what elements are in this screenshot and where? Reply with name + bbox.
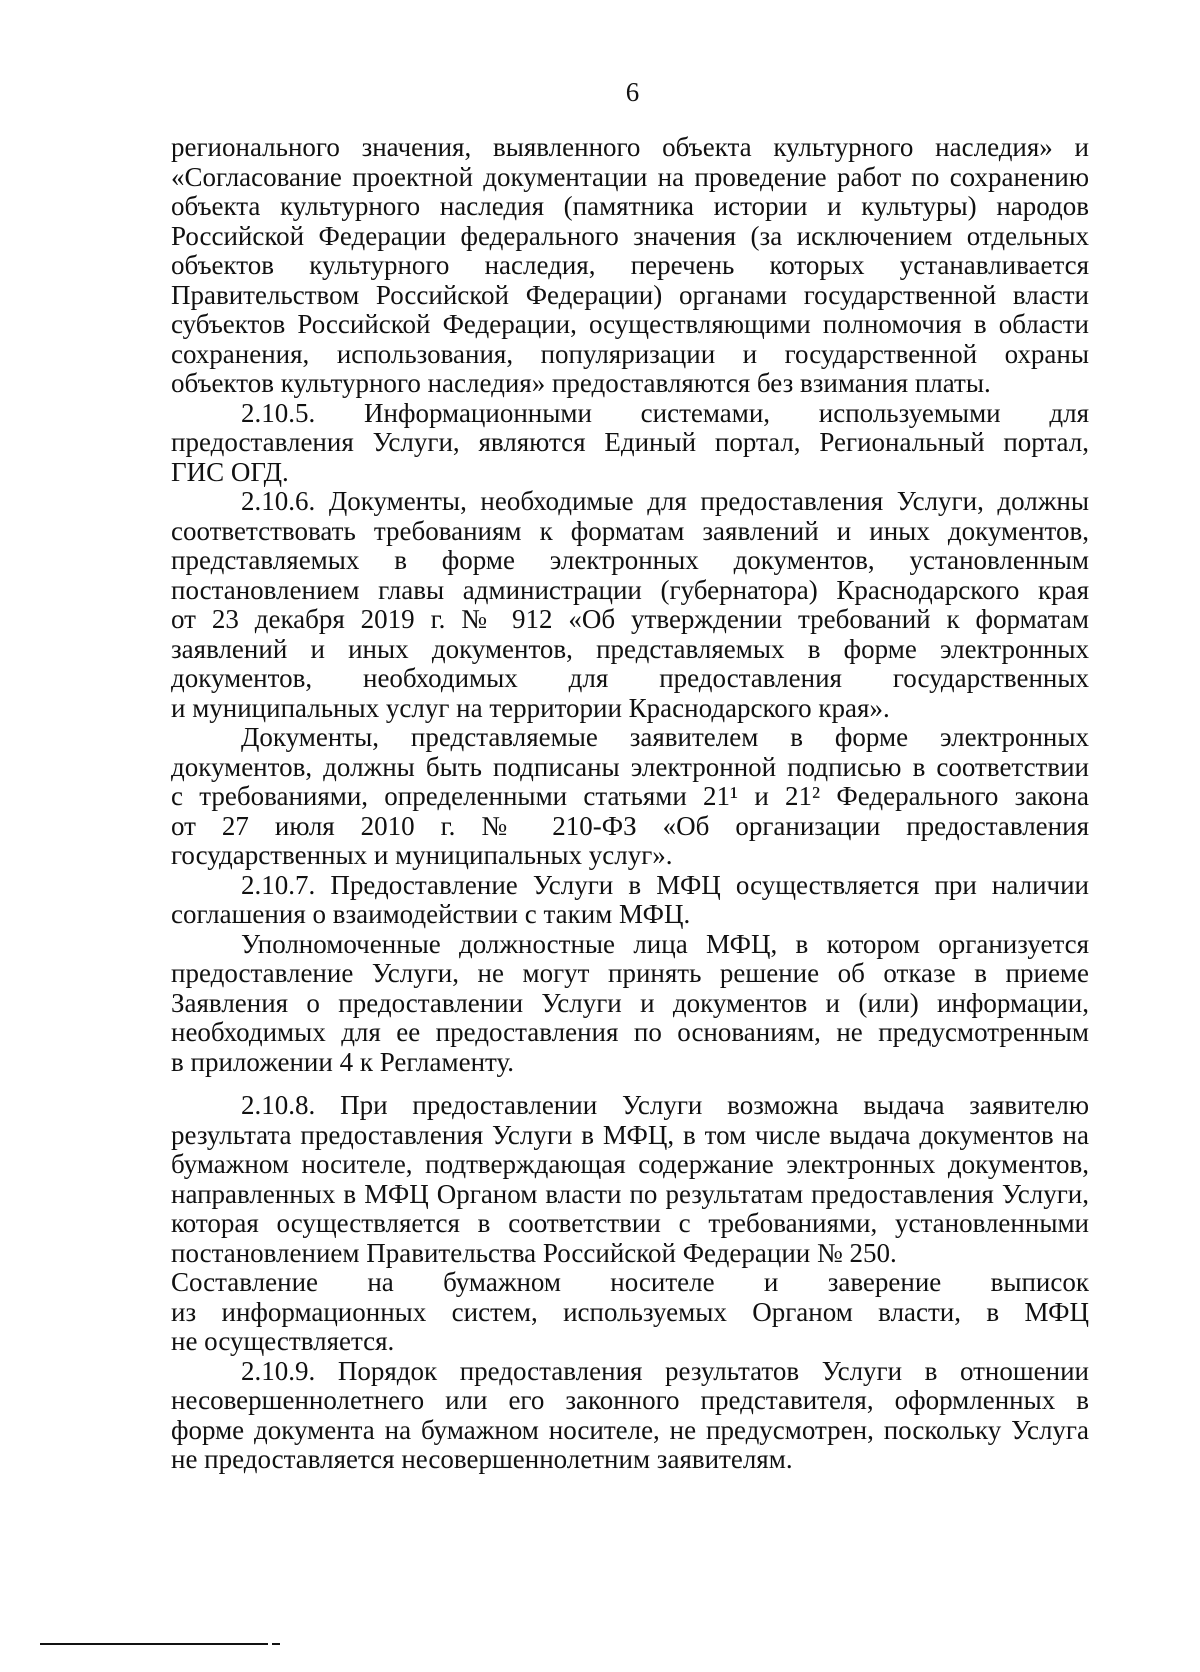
- text-line: 2.10.5. Информационными системами, используемыми для: [241, 397, 1089, 428]
- text-line: объектов культурного наследия» предоставляются без взимания платы.: [171, 368, 991, 398]
- text-line: Составление на бумажном носителе и заверение выписок: [171, 1267, 1089, 1297]
- text-line: 2.10.9. Порядок предоставления результатов Услуги в отношении: [241, 1355, 1089, 1386]
- paragraph-gap: [171, 1077, 1089, 1091]
- text-line: документов, необходимых для предоставления государственных: [171, 663, 1089, 693]
- text-line: соответствовать требованиям к форматам заявлений и иных документов,: [171, 515, 1089, 546]
- paragraph: [171, 133, 1089, 399]
- body-text: [171, 133, 1089, 1475]
- text-line: не предоставляется несовершеннолетним заявителям.: [171, 1444, 793, 1474]
- page-number: 6: [625, 77, 640, 107]
- text-line: которая осуществляется в соответствии с требованиями, установленными: [171, 1208, 1089, 1238]
- text-line: предоставления Услуги, являются Единый портал, Региональный портал,: [171, 427, 1089, 457]
- paragraph: [171, 723, 1089, 871]
- text-line: сохранения, использования, популяризации и государственной охраны: [171, 338, 1089, 369]
- text-line: Российской Федерации федерального значения (за исключением отдельных: [171, 220, 1089, 251]
- text-line: 2.10.6. Документы, необходимые для предоставления Услуги, должны: [241, 486, 1089, 516]
- text-line: регионального значения, выявленного объекта культурного наследия» и: [171, 132, 1089, 162]
- text-line: Правительством Российской Федерации) органами государственной власти: [171, 279, 1089, 310]
- text-line: объектов культурного наследия, перечень которых устанавливается: [171, 250, 1089, 280]
- text-line: объекта культурного наследия (памятника истории и культуры) народов: [171, 191, 1089, 221]
- text-line: и муниципальных услуг на территории Краснодарского края».: [171, 692, 890, 723]
- text-line: в приложении 4 к Регламенту.: [171, 1046, 515, 1077]
- text-line: от 23 декабря 2019 г. № 912 «Об утверждении требований к форматам: [171, 604, 1089, 634]
- text-line: представляемых в форме электронных документов, установленным: [171, 545, 1089, 575]
- text-line: от 27 июля 2010 г. № 210-ФЗ «Об организации предоставления: [171, 810, 1089, 841]
- paragraph: [171, 930, 1089, 1078]
- text-line: «Согласование проектной документации на проведение работ по сохранению: [171, 161, 1089, 192]
- text-line: результата предоставления Услуги в МФЦ, в том числе выдача документов на: [171, 1119, 1089, 1150]
- paragraph: [171, 487, 1089, 723]
- footer-rule-tail: [272, 1643, 280, 1645]
- text-line: не осуществляется.: [171, 1326, 395, 1356]
- text-line: 2.10.8. При предоставлении Услуги возможна выдача заявителю: [241, 1090, 1089, 1120]
- text-line: ГИС ОГД.: [171, 456, 289, 487]
- text-line: Уполномоченные должностные лица МФЦ, в котором организуется: [241, 928, 1089, 959]
- text-line: несовершеннолетнего или его законного представителя, оформленных в: [171, 1385, 1089, 1415]
- text-line: с требованиями, определенными статьями 21¹ и 21² Федерального закона: [171, 781, 1089, 811]
- text-line: субъектов Российской Федерации, осуществляющими полномочия в области: [171, 309, 1089, 339]
- text-line: постановлением главы администрации (губернатора) Краснодарского края: [171, 574, 1089, 605]
- paragraph: [171, 399, 1089, 488]
- paragraph: [171, 1268, 1089, 1357]
- text-line: направленных в МФЦ Органом власти по результатам предоставления Услуги,: [171, 1178, 1089, 1209]
- paragraph: [171, 1091, 1089, 1268]
- text-line: предоставление Услуги, не могут принять решение об отказе в приеме: [171, 958, 1089, 988]
- text-line: Заявления о предоставлении Услуги и документов и (или) информации,: [171, 987, 1089, 1018]
- footer-rule: [40, 1643, 268, 1645]
- text-line: соглашения о взаимодействии с таким МФЦ.: [171, 899, 691, 929]
- text-line: необходимых для ее предоставления по основаниям, не предусмотренным: [171, 1017, 1089, 1047]
- text-line: из информационных систем, используемых Органом власти, в МФЦ: [171, 1296, 1089, 1327]
- text-line: форме документа на бумажном носителе, не предусмотрен, поскольку Услуга: [171, 1414, 1089, 1445]
- paragraph: [171, 871, 1089, 930]
- paragraph: [171, 1357, 1089, 1475]
- text-line: государственных и муниципальных услуг».: [171, 840, 673, 870]
- text-line: бумажном носителе, подтверждающая содержание электронных документов,: [171, 1149, 1089, 1179]
- text-line: документов, должны быть подписаны электронной подписью в соответствии: [171, 751, 1089, 782]
- text-line: постановлением Правительства Российской Федерации № 250.: [171, 1237, 897, 1268]
- text-line: Документы, представляемые заявителем в форме электронных: [241, 722, 1089, 752]
- text-line: 2.10.7. Предоставление Услуги в МФЦ осуществляется при наличии: [241, 869, 1089, 900]
- text-line: заявлений и иных документов, представляемых в форме электронных: [171, 633, 1089, 664]
